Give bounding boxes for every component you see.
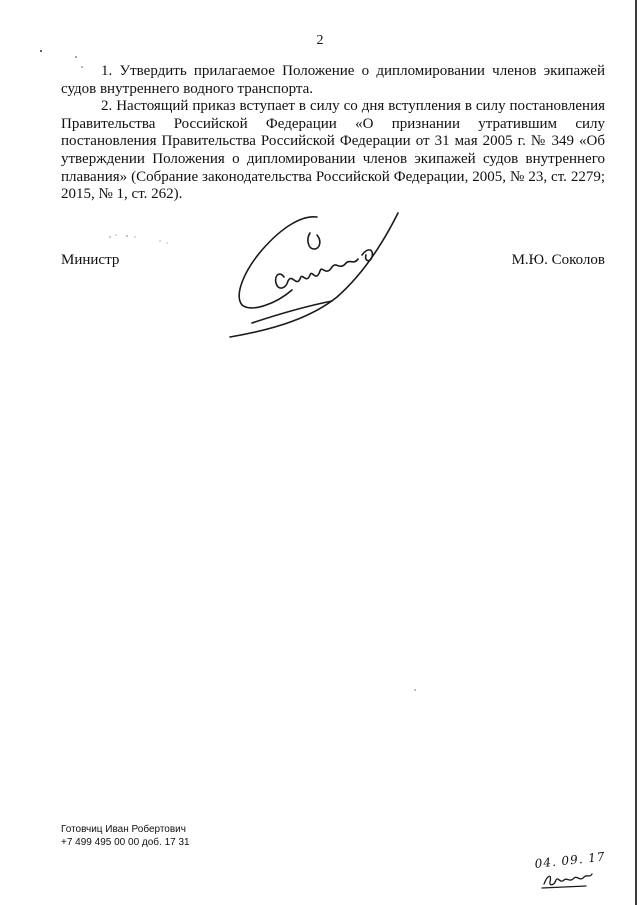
order-text [61, 63, 605, 204]
handwritten-date: 04. 09. 17 [534, 849, 607, 871]
handwritten-initials [540, 868, 596, 890]
paragraph-1: 1. Утвердить прилагаемое Положение о дипломировании членов экипажей судов внутреннего водного транспорта. [61, 63, 605, 97]
contact-name: Готовчиц Иван Робертович [61, 824, 186, 835]
contact-block [61, 823, 190, 849]
page-number: 2 [316, 33, 324, 48]
signatory-name: М.Ю. Соколов [511, 252, 605, 268]
handwritten-signature [222, 205, 412, 345]
contact-phone: +7 499 495 00 00 доб. 17 31 [61, 837, 190, 848]
signatory-title: Министр [61, 252, 120, 268]
paragraph-2: 2. Настоящий приказ вступает в силу со дня вступления в силу постановления Правительства Российской Федерации «О признании утратившим силу постановления Правительства Российской Федерации от 31 мая 2005 г. № 349 «Об утверждении Положения о дипломировании членов экипажей судов внутреннего плавания» (Собрание законодательства Российской Федерации, 2005, № 23, ст. 2279; 2015, № 1, ст. 262). [61, 98, 605, 203]
